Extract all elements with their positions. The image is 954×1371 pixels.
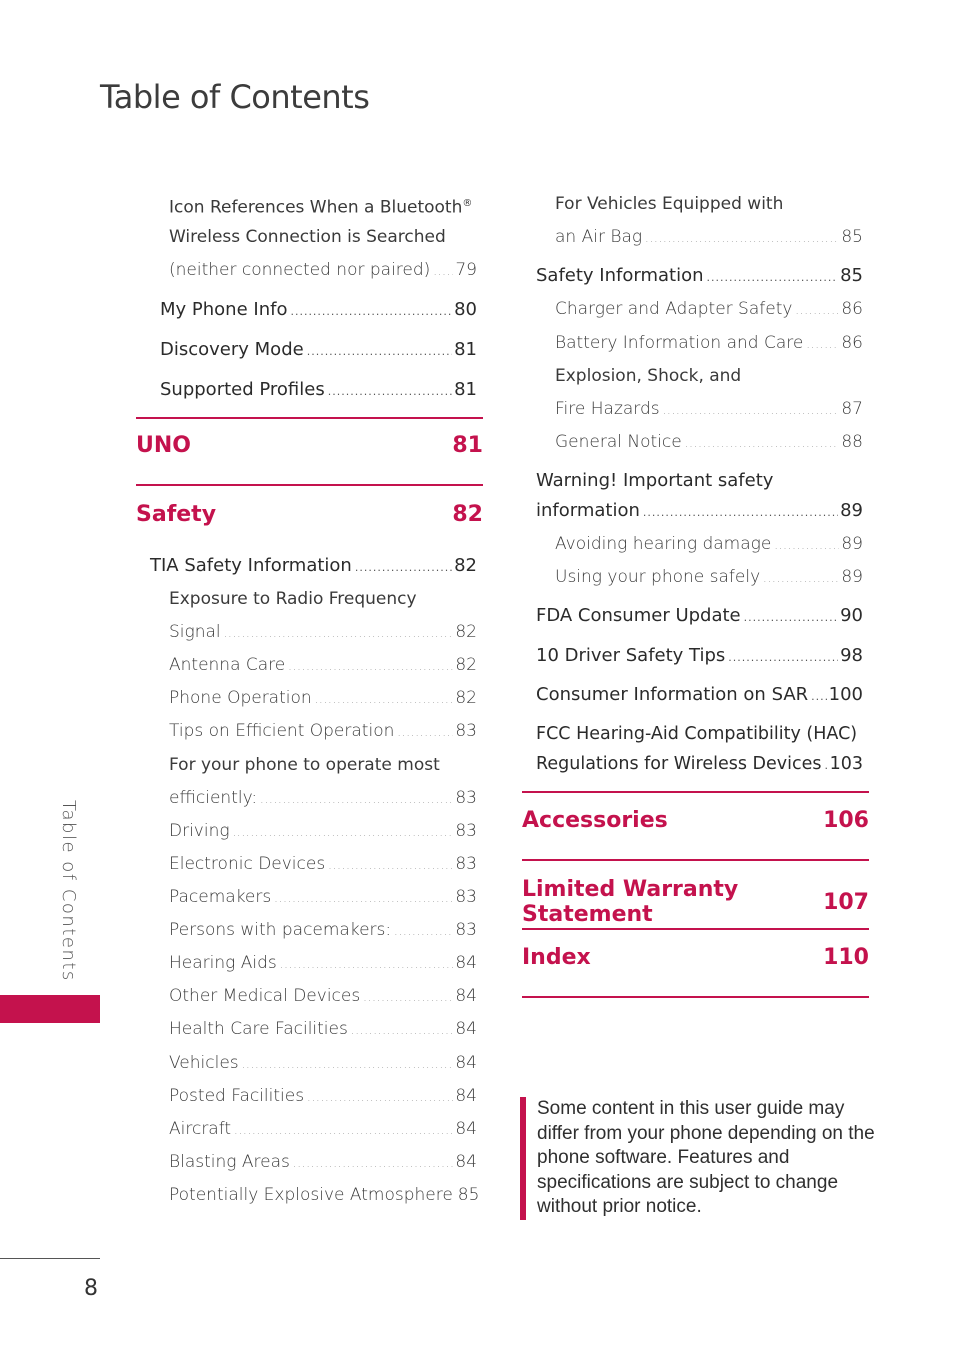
leader-dots <box>806 333 839 357</box>
toc-entry-my-phone-info[interactable] <box>160 298 477 324</box>
leader-dots <box>234 1119 453 1143</box>
toc-entry-label: Safety Information <box>536 265 704 286</box>
leader-dots <box>825 754 828 778</box>
toc-entry-label: Driving <box>169 821 230 841</box>
section-title: Accessories <box>522 808 668 833</box>
leader-dots <box>328 380 452 404</box>
registered-mark: ® <box>462 198 473 209</box>
section-divider <box>136 484 483 486</box>
toc-page-number: 82 <box>454 555 477 576</box>
toc-entry-using-phone[interactable] <box>555 565 863 591</box>
leader-dots <box>307 340 452 364</box>
leader-dots <box>307 1086 453 1110</box>
toc-page-number: 83 <box>455 854 477 874</box>
toc-entry-for-phone-line1[interactable]: For your phone to operate most <box>169 755 440 775</box>
toc-page-number: 84 <box>455 1119 477 1139</box>
toc-entry-label: 10 Driver Safety Tips <box>536 645 726 666</box>
toc-page-number: 90 <box>840 605 863 626</box>
toc-entry-exposure-line1[interactable]: Exposure to Radio Frequency <box>169 589 417 609</box>
toc-page-number: 83 <box>455 887 477 907</box>
toc-page-number: 79 <box>455 260 477 280</box>
toc-page-number: 89 <box>840 500 863 521</box>
leader-dots <box>394 920 453 944</box>
toc-entry-label: information <box>536 500 640 521</box>
toc-entry-label: FDA Consumer Update <box>536 605 741 626</box>
leader-dots <box>795 299 839 323</box>
leader-dots <box>280 953 454 977</box>
leader-dots <box>433 260 453 284</box>
side-tab-marker <box>0 995 100 1023</box>
toc-entry-fcc[interactable] <box>536 752 863 778</box>
toc-entry-label: Battery Information and Care <box>555 333 804 353</box>
section-title: Index <box>522 945 591 970</box>
toc-entry-label: efficiently: <box>169 788 258 808</box>
toc-page-number: 81 <box>454 379 477 400</box>
toc-page-number: 86 <box>841 299 863 319</box>
toc-section-accessories[interactable] <box>522 808 869 833</box>
leader-dots <box>233 821 454 845</box>
leader-dots <box>363 986 453 1010</box>
leader-dots <box>643 501 838 525</box>
toc-entry-sar[interactable] <box>536 683 863 709</box>
toc-entry-vehicles[interactable] <box>169 1051 477 1077</box>
leader-dots <box>707 266 839 290</box>
toc-page-number: 98 <box>840 645 863 666</box>
toc-page-number: 103 <box>829 754 863 774</box>
toc-page-number: 89 <box>841 567 863 587</box>
toc-entry-avoiding-hearing[interactable] <box>555 532 863 558</box>
toc-entry-label: Health Care Facilities <box>169 1019 348 1039</box>
section-divider <box>522 928 869 930</box>
toc-page-number: 85 <box>841 227 863 247</box>
leader-dots <box>355 556 452 580</box>
toc-entry-label: TIA Safety Information <box>150 555 352 576</box>
toc-entry-general-notice[interactable] <box>555 430 863 456</box>
toc-page-number: 85 <box>840 265 863 286</box>
toc-entry-label: Aircraft <box>169 1119 232 1139</box>
leader-dots <box>224 622 454 646</box>
leader-dots <box>397 721 453 745</box>
toc-entry-label: Electronic Devices <box>169 854 326 874</box>
toc-entry-charger[interactable] <box>555 297 863 323</box>
toc-entry-potentially-explosive[interactable] <box>169 1183 480 1209</box>
toc-entry-health-care[interactable] <box>169 1017 477 1043</box>
toc-entry-label: General Notice <box>555 432 682 452</box>
section-divider <box>522 859 869 861</box>
toc-page-number: 83 <box>455 821 477 841</box>
toc-page-number: 83 <box>455 788 477 808</box>
toc-entry-label: Fire Hazards <box>555 399 660 419</box>
toc-entry-tips[interactable] <box>169 719 477 745</box>
toc-entry-fcc-line1[interactable]: FCC Hearing-Aid Compatibility (HAC) <box>536 724 858 744</box>
toc-entry-aircraft[interactable] <box>169 1117 477 1143</box>
leader-dots <box>260 788 453 812</box>
toc-page-number: 100 <box>828 684 863 705</box>
leader-dots <box>293 1152 453 1176</box>
toc-page-number: 83 <box>455 920 477 940</box>
toc-entry-label: an Air Bag <box>555 227 643 247</box>
leader-dots <box>274 887 453 911</box>
toc-entry-bt-line2[interactable]: Wireless Connection is Searched <box>169 227 446 247</box>
toc-entry-label: Potentially Explosive Atmosphere <box>169 1185 453 1205</box>
leader-dots <box>315 688 454 712</box>
toc-entry-hearing-aids[interactable] <box>169 951 477 977</box>
toc-entry-antenna[interactable] <box>169 653 477 679</box>
toc-entry-bt-icon[interactable] <box>169 258 477 284</box>
section-title: Limited Warranty Statement <box>522 877 739 927</box>
toc-page-number: 84 <box>455 953 477 973</box>
page-number: 8 <box>84 1276 98 1301</box>
toc-page-number: 84 <box>455 1086 477 1106</box>
toc-entry-label: Vehicles <box>169 1053 239 1073</box>
toc-entry-fda[interactable] <box>536 604 863 630</box>
leader-dots <box>811 685 826 709</box>
toc-entry-label: Other Medical Devices <box>169 986 361 1006</box>
toc-page-number: 82 <box>455 688 477 708</box>
toc-page-number: 81 <box>454 339 477 360</box>
toc-entry-label: Consumer Information on SAR <box>536 684 809 705</box>
toc-entry-blasting-areas[interactable] <box>169 1150 477 1176</box>
toc-entry-airbag-line1[interactable]: For Vehicles Equipped with <box>555 194 784 214</box>
section-divider <box>136 417 483 419</box>
toc-section-uno[interactable] <box>136 433 483 458</box>
footer-divider <box>0 1258 100 1259</box>
toc-entry-other-medical[interactable] <box>169 984 477 1010</box>
toc-page-number: 89 <box>841 534 863 554</box>
disclaimer-note: Some content in this user guide may differ from your phone depending on the phone software. Features and specifications are subject to change without prior notice. <box>520 1097 877 1220</box>
section-page-number: 106 <box>823 808 869 833</box>
toc-entry-for-phone[interactable] <box>169 786 477 812</box>
toc-entry-label: My Phone Info <box>160 299 288 320</box>
toc-page-number: 84 <box>455 986 477 1006</box>
toc-entry-label: (neither connected nor paired) <box>169 260 431 280</box>
toc-entry-driver-tips[interactable] <box>536 644 863 670</box>
toc-section-safety[interactable] <box>136 502 483 527</box>
toc-entry-label: Supported Profiles <box>160 379 325 400</box>
toc-entry-driving[interactable] <box>169 819 477 845</box>
toc-entry-label: Antenna Care <box>169 655 286 675</box>
section-divider <box>522 996 869 998</box>
toc-entry-label: Signal <box>169 622 221 642</box>
toc-page-number: 86 <box>841 333 863 353</box>
leader-dots <box>685 432 840 456</box>
toc-entry-pacemakers[interactable] <box>169 885 477 911</box>
toc-entry-label: Posted Facilities <box>169 1086 305 1106</box>
toc-entry-battery[interactable] <box>555 331 863 357</box>
toc-entry-label: Using your phone safely <box>555 567 761 587</box>
toc-entry-explosion-line1[interactable]: Explosion, Shock, and <box>555 366 742 386</box>
toc-page-number: 84 <box>455 1019 477 1039</box>
toc-entry-label: Persons with pacemakers: <box>169 920 392 940</box>
toc-entry-safety-information[interactable] <box>536 264 863 290</box>
toc-entry-label: Phone Operation <box>169 688 312 708</box>
section-title: UNO <box>136 433 191 458</box>
toc-entry-label: Pacemakers <box>169 887 272 907</box>
toc-page-number: 84 <box>455 1053 477 1073</box>
section-page-number: 110 <box>823 945 869 970</box>
leader-dots <box>242 1053 454 1077</box>
toc-entry-persons-pacemakers[interactable] <box>169 918 477 944</box>
toc-page-number: 85 <box>457 1185 480 1205</box>
side-tab-label: Table of Contents <box>58 800 79 982</box>
toc-page-number: 87 <box>841 399 863 419</box>
toc-entry-airbag[interactable] <box>555 225 863 251</box>
toc-entry-label: Regulations for Wireless Devices <box>536 754 822 774</box>
section-title: Safety <box>136 502 217 527</box>
toc-entry-exposure[interactable] <box>169 620 477 646</box>
page-title: Table of Contents <box>100 78 370 116</box>
leader-dots <box>728 646 838 670</box>
leader-dots <box>328 854 453 878</box>
toc-page-number: 82 <box>455 655 477 675</box>
toc-section-warranty[interactable] <box>522 877 869 927</box>
toc-page-number: 83 <box>455 721 477 741</box>
leader-dots <box>774 534 839 558</box>
toc-entry-label: Charger and Adapter Safety <box>555 299 793 319</box>
leader-dots <box>290 300 452 324</box>
toc-entry-posted-facilities[interactable] <box>169 1084 477 1110</box>
toc-entry-label: Icon References When a Bluetooth <box>169 197 463 218</box>
toc-entry-label: Hearing Aids <box>169 953 277 973</box>
section-page-number: 82 <box>452 502 483 527</box>
section-divider <box>522 791 869 793</box>
toc-entry-phone-operation[interactable] <box>169 686 477 712</box>
toc-entry-warning[interactable] <box>536 499 863 525</box>
toc-page-number: 80 <box>454 299 477 320</box>
toc-entry-tia[interactable] <box>150 554 477 580</box>
section-page-number: 107 <box>823 889 869 915</box>
toc-page-number: 82 <box>455 622 477 642</box>
leader-dots <box>288 655 453 679</box>
toc-page-number: 84 <box>455 1152 477 1172</box>
toc-entry-bt-line1[interactable] <box>169 192 472 220</box>
toc-entry-discovery-mode[interactable] <box>160 338 477 364</box>
leader-dots <box>645 227 839 251</box>
leader-dots <box>744 606 838 630</box>
leader-dots <box>763 567 839 591</box>
section-page-number: 81 <box>452 433 483 458</box>
leader-dots <box>663 399 840 423</box>
toc-entry-electronic-devices[interactable] <box>169 852 477 878</box>
toc-entry-supported-profiles[interactable] <box>160 378 477 404</box>
leader-dots <box>351 1019 454 1043</box>
toc-entry-label: Discovery Mode <box>160 339 304 360</box>
toc-entry-warning-line1[interactable]: Warning! Important safety <box>536 470 774 491</box>
toc-entry-label: Avoiding hearing damage <box>555 534 772 554</box>
toc-entry-label: Tips on Efficient Operation <box>169 721 395 741</box>
toc-entry-label: Blasting Areas <box>169 1152 290 1172</box>
toc-entry-explosion[interactable] <box>555 397 863 423</box>
toc-page-number: 88 <box>841 432 863 452</box>
toc-section-index[interactable] <box>522 945 869 970</box>
